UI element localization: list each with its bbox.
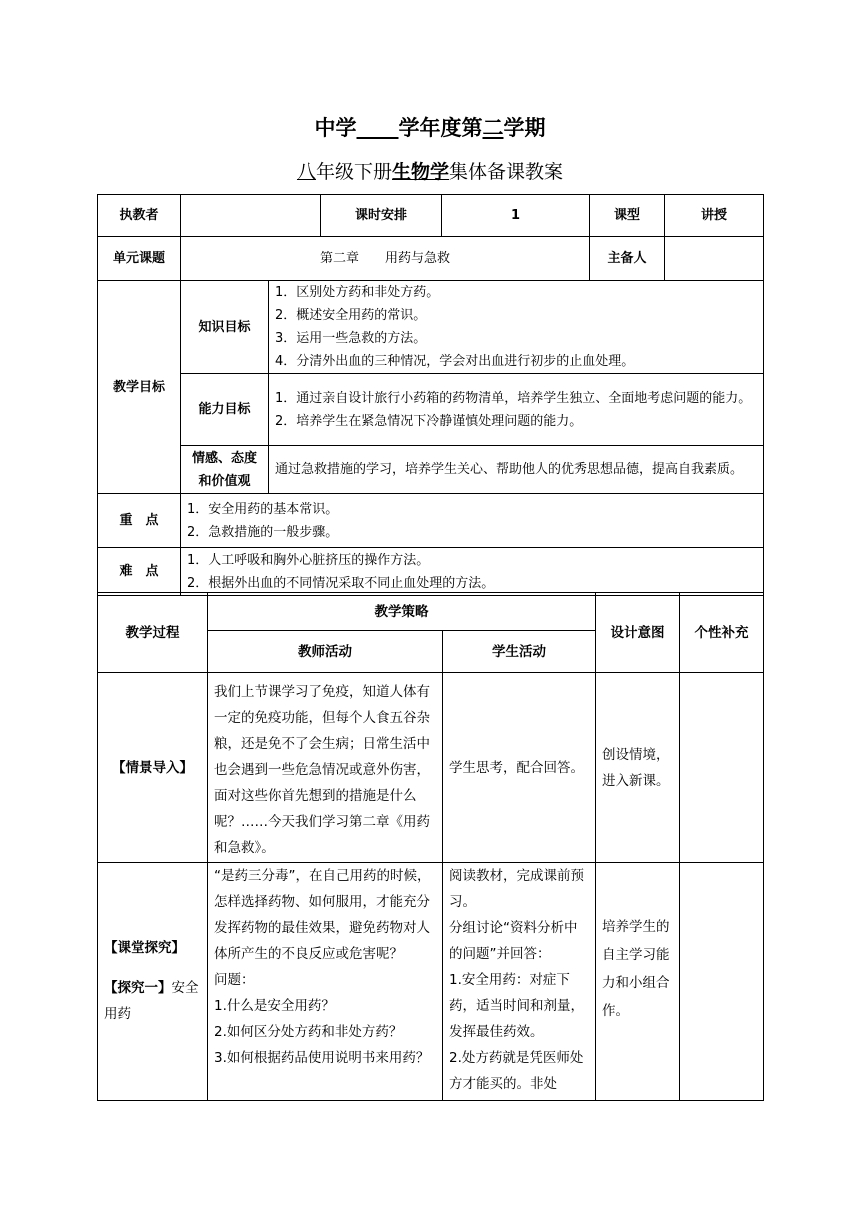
personal-label: 个性补充	[680, 593, 764, 673]
difficulty-item: 1．人工呼吸和胸外心脏挤压的操作方法。	[187, 552, 430, 568]
hours-label: 课时安排	[321, 195, 442, 237]
ability-label: 能力目标	[181, 374, 269, 446]
explore-stage: 【课堂探究】 【探究一】安全用药	[98, 863, 208, 1101]
explore-personal	[680, 863, 764, 1101]
ability-list	[269, 374, 764, 446]
type-label: 课型	[590, 195, 665, 237]
emotion-label: 情感、态度 和价值观	[181, 446, 269, 494]
teacher-label: 执教者	[98, 195, 181, 237]
process-label: 教学过程	[98, 593, 208, 673]
page-subtitle: 八年级下册生物学集体备课教案	[296, 161, 564, 183]
intro-personal	[680, 673, 764, 863]
goals-label: 教学目标	[98, 281, 181, 494]
key-list	[181, 494, 764, 548]
hours-value: 1	[442, 195, 590, 237]
unit-label: 单元课题	[98, 237, 181, 281]
intent-label: 设计意图	[596, 593, 680, 673]
explore-intent: 培养学生的自主学习能力和小组合作。	[596, 863, 680, 1101]
explore-student: 阅读教材，完成课前预习。 分组讨论“资料分析中的问题”并回答： 1.安全用药：对症下药，适当时间和剂量，发挥最佳药效。 2.处方药就是凭医师处方才能买的。非处	[443, 863, 596, 1101]
strategy-label: 教学策略	[208, 593, 596, 631]
emotion-text: 通过急救措施的学习，培养学生关心、帮助他人的优秀思想品德，提高自我素质。	[269, 446, 764, 494]
key-item: 2．急救措施的一般步骤。	[187, 524, 339, 540]
type-value: 讲授	[665, 195, 764, 237]
student-activity-label: 学生活动	[443, 631, 596, 673]
knowledge-item: 2．概述安全用药的常识。	[275, 308, 427, 323]
knowledge-label: 知识目标	[181, 281, 269, 374]
knowledge-item: 4．分清外出血的三种情况，学会对出血进行初步的止血处理。	[275, 354, 635, 369]
intro-stage: 【情景导入】	[98, 673, 208, 863]
intro-teacher: 我们上节课学习了免疫，知道人体有一定的免疫功能，但每个人食五谷杂粮，还是免不了会生病；日常生活中也会遇到一些危急情况或意外伤害，面对这些你首先想到的措施是什么呢？……今天我们学习第二章《用药和急救》。	[208, 673, 443, 863]
plan-table-top	[97, 194, 764, 596]
difficulty-list	[181, 548, 764, 596]
teacher-activity-label: 教师活动	[208, 631, 443, 673]
ability-item: 2．培养学生在紧急情况下冷静谨慎处理问题的能力。	[275, 413, 583, 429]
lead-label: 主备人	[590, 237, 665, 281]
knowledge-item: 3．运用一些急救的方法。	[275, 331, 427, 346]
difficulty-label: 难 点	[98, 548, 181, 596]
teacher-value	[181, 195, 321, 237]
intro-intent: 创设情境，进入新课。	[596, 673, 680, 863]
explore-teacher: “是药三分毒”，在自己用药的时候，怎样选择药物、如何服用，才能充分发挥药物的最佳效果，避免药物对人体所产生的不良反应或危害呢？ 问题： 1.什么是安全用药？ 2.如何区分处方药和非处方药？ 3.如何根据药品使用说明书来用药？	[208, 863, 443, 1101]
knowledge-item: 1．区别处方药和非处方药。	[275, 285, 440, 300]
knowledge-list	[269, 281, 764, 374]
ability-item: 1．通过亲自设计旅行小药箱的药物清单，培养学生独立、全面地考虑问题的能力。	[275, 390, 752, 406]
intro-student: 学生思考，配合回答。	[443, 673, 596, 863]
lead-value	[665, 237, 764, 281]
process-table	[97, 592, 764, 1101]
key-label: 重 点	[98, 494, 181, 548]
key-item: 1．安全用药的基本常识。	[187, 501, 339, 517]
page-title: 中学 学年度第二学期	[314, 116, 546, 140]
difficulty-item: 2．根据外出血的不同情况采取不同止血处理的方法。	[187, 575, 495, 591]
unit-value: 第二章 用药与急救	[181, 237, 590, 281]
